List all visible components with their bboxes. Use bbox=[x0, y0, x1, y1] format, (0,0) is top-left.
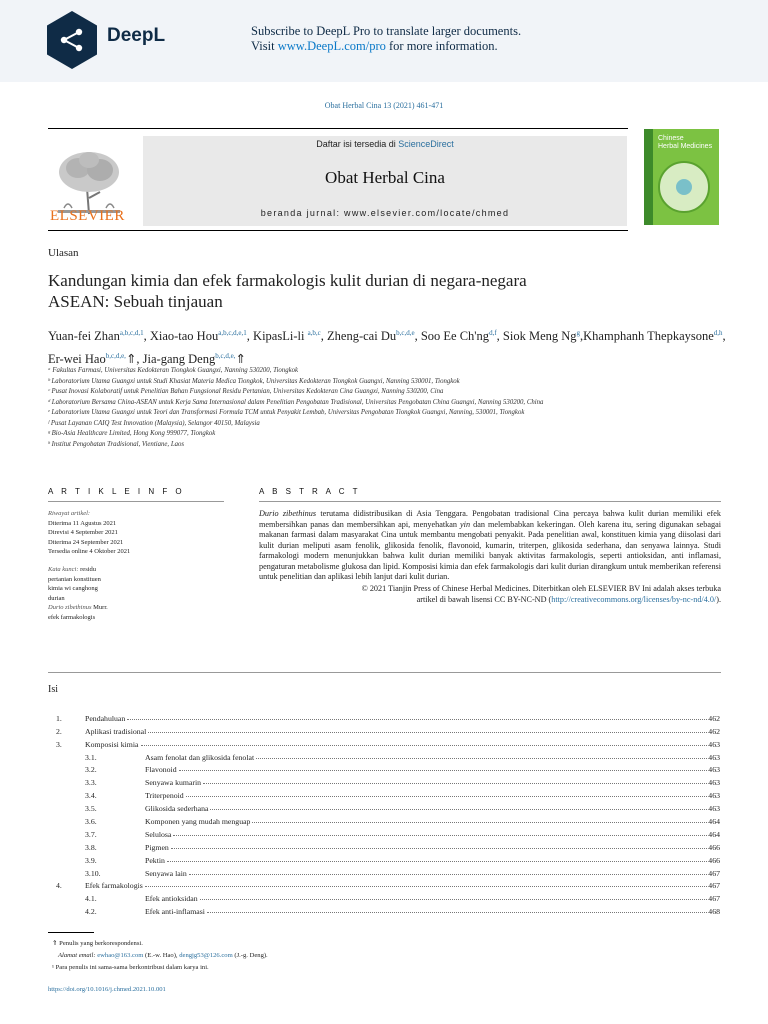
journal-reference[interactable]: Obat Herbal Cina 13 (2021) 461-471 bbox=[324, 101, 444, 110]
license-link[interactable]: http://creativecommons.org/licenses/by-nc-nd/4.0/ bbox=[551, 595, 717, 604]
toc-label: Flavonoid bbox=[145, 765, 177, 775]
toc-page: 464 bbox=[708, 817, 720, 827]
toc-leader bbox=[186, 796, 708, 797]
promo-text bbox=[251, 24, 521, 54]
toc-page: 463 bbox=[708, 765, 720, 775]
abstract-heading: A B S T R A C T bbox=[259, 487, 361, 496]
toc-number: 2. bbox=[56, 726, 62, 736]
history-item: Direvisi 4 September 2021 bbox=[48, 529, 118, 537]
journal-homepage[interactable]: beranda jurnal: www.elsevier.com/locate/chmed bbox=[260, 208, 510, 218]
keyword-species: Durio zibethinus Murr. bbox=[48, 604, 108, 612]
toc-row[interactable] bbox=[48, 878, 720, 891]
affiliation: ᵉ Laboratorium Utama Guangxi untuk Teori dan Transformasi Formula TCM untuk Penyakit Lembab, Universitas Pengobatan Tiongkok Guangxi, Nanning, 530001, Tiongkok bbox=[48, 409, 525, 416]
toc-label: Pigmen bbox=[145, 842, 169, 852]
toc-page: 463 bbox=[708, 752, 720, 762]
toc-leader bbox=[210, 809, 707, 810]
toc-leader bbox=[256, 758, 707, 759]
toc-page: 466 bbox=[708, 842, 720, 852]
history-item: Diterima 11 Agustus 2021 bbox=[48, 519, 117, 527]
toc-page: 462 bbox=[708, 726, 720, 736]
toc-row[interactable] bbox=[48, 890, 720, 903]
toc-label: Aplikasi tradisional bbox=[85, 726, 147, 736]
author-list bbox=[48, 323, 728, 369]
toc-leader bbox=[167, 861, 707, 862]
contents-top-rule bbox=[48, 672, 721, 673]
toc-page: 467 bbox=[708, 881, 720, 891]
equal-contribution-note: ¹ Para penulis ini sama-sama berkontribusi dalam karya ini. bbox=[52, 964, 209, 971]
keyword: pertanian konstituen bbox=[48, 575, 101, 583]
masthead-bottom-rule bbox=[48, 230, 628, 231]
journal-cover-image bbox=[644, 129, 719, 225]
toc-page: 463 bbox=[708, 739, 720, 749]
toc-row[interactable] bbox=[48, 852, 720, 865]
toc-page: 467 bbox=[708, 868, 720, 878]
toc-label: Glikosida sederhana bbox=[145, 804, 209, 814]
deepl-pro-link[interactable]: www.DeepL.com/pro bbox=[277, 39, 386, 53]
author[interactable]: KipasLi-li $^{a,b,c}$, bbox=[253, 329, 328, 344]
footnotes bbox=[52, 938, 652, 974]
toc-number: 3.7. bbox=[85, 829, 97, 839]
affiliation: ᵃ Fakultas Farmasi, Universitas Kedokteran Tiongkok Guangxi, Nanning 530200, Tiongkok bbox=[48, 367, 299, 374]
article-info-rule bbox=[48, 501, 224, 502]
toc-row[interactable] bbox=[48, 800, 720, 813]
email-link[interactable]: ewhao@163.com bbox=[97, 952, 144, 959]
toc-number: 3.8. bbox=[85, 842, 97, 852]
toc-label: Triterpenoid bbox=[145, 791, 184, 801]
cover-title: Chinese Herbal Medicines bbox=[658, 135, 713, 150]
table-of-contents bbox=[48, 710, 720, 916]
toc-row[interactable] bbox=[48, 839, 720, 852]
toc-leader bbox=[148, 732, 707, 733]
toc-number: 3.6. bbox=[85, 817, 97, 827]
deepl-banner bbox=[0, 0, 768, 82]
affiliation: ᶜ Pusat Inovasi Kolaboratif untuk Penelitian Bahan Fungsional Residu Pertanian, Universitas Kedokteran Cina Guangxi, Nanning 530200, Cina bbox=[48, 388, 444, 395]
toc-row[interactable] bbox=[48, 813, 720, 826]
toc-page: 463 bbox=[708, 778, 720, 788]
author[interactable]: Jia-gang Deng$^{b,c,d,e,}$⇑ bbox=[142, 352, 246, 367]
toc-number: 4. bbox=[56, 881, 62, 891]
keywords-line: Kata kunci: residu bbox=[48, 565, 97, 573]
affiliation: ᵇ Laboratorium Utama Guangxi untuk Studi Khasiat Materia Medica Tiongkok, Universitas Kedokteran Tiongkok Guangxi, Nanning 530001, Tiongkok bbox=[48, 377, 460, 385]
toc-label: Senyawa lain bbox=[145, 868, 187, 878]
toc-row[interactable] bbox=[48, 749, 720, 762]
keyword: kimia wi canghong bbox=[48, 585, 98, 593]
author[interactable]: Zheng-cai Du$^{b,c,d,e}$, bbox=[327, 329, 421, 344]
footnote-rule bbox=[48, 932, 94, 933]
toc-label: Senyawa kumarin bbox=[145, 778, 202, 788]
author[interactable]: Xiao-tao Hou$^{a,b,c,d,e,1}$, bbox=[149, 329, 254, 344]
toc-number: 4.2. bbox=[85, 907, 97, 917]
cover-illustration bbox=[658, 161, 710, 213]
abstract-text: Durio zibethinus terutama didistribusikan di Asia Tenggara. Pengobatan tradisional Cina percaya bahwa kulit durian memiliki efek membersihkan panas dan membersihkan api, menyehatkan yin dan melembabkan kekeringan. Oleh karena itu, sering digunakan sebagai makanan farmasi dalam masyarakat Cina untuk membantu mengobati penyakit. Pada penelitian awal, konstituen kimia yang diisolasi dari kulit durian meliputi asam fenolik, glikosida fenolik, flavonoid, kumarin, triterpen, glikosida sederhana, dan senyawa lainnya. Studi farmakologi modern menunjukkan bahwa kulit durian memiliki banyak aktivitas farmakologis, seperti antioksidan, anti inflamasi, pengaturan metabolisme glukosa dan lipid. Komposisi kimia dan efek farmakologis dari kulit durian dirangkum untuk memberikan referensi untuk penelitian dan aplikasi lebih lanjut dari kulit durian. bbox=[259, 509, 721, 581]
toc-page: 463 bbox=[708, 791, 720, 801]
toc-label: Efek anti-inflamasi bbox=[145, 907, 205, 917]
toc-leader bbox=[252, 822, 707, 823]
article-info bbox=[48, 509, 223, 623]
contents-heading: Isi bbox=[48, 684, 58, 695]
author[interactable]: Siok Meng Ng$^g$, bbox=[502, 329, 584, 344]
toc-leader bbox=[171, 848, 707, 849]
toc-row[interactable] bbox=[48, 710, 720, 723]
keyword: efek farmakologis bbox=[48, 613, 96, 621]
toc-row[interactable] bbox=[48, 723, 720, 736]
affiliation: ᶠ Pusat Layanan CAIQ Test Innovation (Malaysia), Selangor 40150, Malaysia bbox=[48, 419, 260, 427]
toc-label: Efek farmakologis bbox=[85, 881, 143, 891]
toc-row[interactable] bbox=[48, 903, 720, 916]
sciencedirect-link[interactable]: ScienceDirect bbox=[398, 139, 454, 149]
toc-leader bbox=[189, 874, 708, 875]
toc-leader bbox=[200, 899, 708, 900]
promo-line-1: Subscribe to DeepL Pro to translate larger documents. bbox=[251, 24, 522, 38]
toc-label: Selulosa bbox=[145, 829, 172, 839]
author[interactable]: Yuan-fei Zhan$^{a,b,c,d,1}$, bbox=[48, 329, 150, 344]
toc-row[interactable] bbox=[48, 865, 720, 878]
copyright-line-1: © 2021 Tianjin Press of Chinese Herbal Medicines. Diterbitkan oleh ELSEVIER BV Ini adalah akses terbuka bbox=[361, 583, 721, 593]
affiliation: ᵍ Bio-Asia Healthcare Limited, Hong Kong 999077, Tiongkok bbox=[48, 430, 216, 437]
toc-page: 462 bbox=[708, 713, 720, 723]
toc-label: Komponen yang mudah menguap bbox=[145, 817, 251, 827]
journal-masthead bbox=[143, 136, 627, 226]
availability-line: Daftar isi tersedia di ScienceDirect bbox=[316, 139, 454, 149]
toc-page: 468 bbox=[708, 907, 720, 917]
history-item: Diterima 24 September 2021 bbox=[48, 538, 124, 546]
toc-page: 464 bbox=[708, 829, 720, 839]
author[interactable]: Er-wei Hao$^{b,c,d,e,}$⇑, bbox=[48, 352, 143, 367]
toc-number: 1. bbox=[56, 713, 62, 723]
corresponding-author-note: ⇑ Penulis yang berkorespondensi. bbox=[52, 940, 143, 947]
toc-number: 3.5. bbox=[85, 804, 97, 814]
toc-number: 3. bbox=[56, 739, 62, 749]
toc-leader bbox=[207, 912, 707, 913]
toc-row[interactable] bbox=[48, 762, 720, 775]
article-type: Ulasan bbox=[48, 247, 79, 259]
elsevier-wordmark: ELSEVIER bbox=[50, 208, 125, 224]
article-title: Kandungan kimia dan efek farmakologis kulit durian di negara-negara ASEAN: Sebuah tinjauan bbox=[48, 271, 527, 311]
affiliation: ʰ Institut Pengobatan Tradisional, Vientiane, Laos bbox=[48, 440, 185, 448]
toc-number: 3.4. bbox=[85, 791, 97, 801]
toc-leader bbox=[145, 886, 707, 887]
toc-row[interactable] bbox=[48, 774, 720, 787]
affiliation: ᵈ Laboratorium Bersama China-ASEAN untuk Kerja Sama Internasional dalam Penelitian Pengobatan Tradisional, Universitas Pengobatan China Guangxi, Nanning 530200, China bbox=[48, 398, 544, 406]
toc-page: 467 bbox=[708, 894, 720, 904]
author[interactable]: Khamphanh Thepkaysone$^{d,h}$, bbox=[583, 329, 726, 344]
history-item: Tersedia online 4 Oktober 2021 bbox=[48, 548, 131, 556]
toc-number: 3.10. bbox=[85, 868, 101, 878]
copyright-line-2: artikel di bawah lisensi CC BY-NC-ND (http://creativecommons.org/licenses/by-nc-nd/4.0/). bbox=[416, 595, 721, 604]
keyword: durian bbox=[48, 594, 65, 602]
top-rule bbox=[48, 128, 628, 129]
abstract-rule bbox=[259, 501, 721, 502]
toc-row[interactable] bbox=[48, 826, 720, 839]
affiliations bbox=[48, 366, 738, 450]
journal-title: Obat Herbal Cina bbox=[325, 168, 445, 187]
toc-leader bbox=[173, 835, 707, 836]
share-icon bbox=[59, 27, 85, 53]
abstract-body bbox=[259, 509, 721, 606]
toc-page: 466 bbox=[708, 855, 720, 865]
toc-number: 3.2. bbox=[85, 765, 97, 775]
toc-number: 3.1. bbox=[85, 752, 97, 762]
deepl-logo[interactable] bbox=[47, 11, 97, 69]
email-link[interactable]: dengjg53@126.com bbox=[179, 952, 233, 959]
toc-label: Pendahuluan bbox=[85, 713, 126, 723]
toc-leader bbox=[127, 719, 707, 720]
doi-link[interactable]: https://doi.org/10.1016/j.chmed.2021.10.001 bbox=[48, 986, 166, 993]
toc-label: Efek antioksidan bbox=[145, 894, 198, 904]
article-info-heading: A R T I K L E I N F O bbox=[48, 487, 185, 496]
toc-label: Pektin bbox=[145, 855, 165, 865]
toc-page: 463 bbox=[708, 804, 720, 814]
email-note: Alamat email: ewhao@163.com (E.-w. Hao), dengjg53@126.com (J.-g. Deng). bbox=[58, 952, 268, 959]
cover-band bbox=[644, 129, 653, 225]
toc-label: Asam fenolat dan glikosida fenolat bbox=[145, 752, 255, 762]
toc-number: 3.9. bbox=[85, 855, 97, 865]
toc-leader bbox=[179, 770, 708, 771]
toc-leader bbox=[141, 745, 708, 746]
toc-row[interactable] bbox=[48, 787, 720, 800]
promo-line-2: Visit www.DeepL.com/pro for more information. bbox=[251, 39, 498, 53]
toc-number: 3.3. bbox=[85, 778, 97, 788]
toc-number: 4.1. bbox=[85, 894, 97, 904]
toc-label: Komposisi kimia bbox=[85, 739, 139, 749]
history-label: Riwayat artikel: bbox=[48, 510, 91, 517]
toc-row[interactable] bbox=[48, 736, 720, 749]
author[interactable]: Soo Ee Ch'ng$^{d,f}$, bbox=[420, 329, 503, 344]
toc-leader bbox=[203, 783, 707, 784]
deepl-brand: DeepL bbox=[107, 25, 166, 46]
